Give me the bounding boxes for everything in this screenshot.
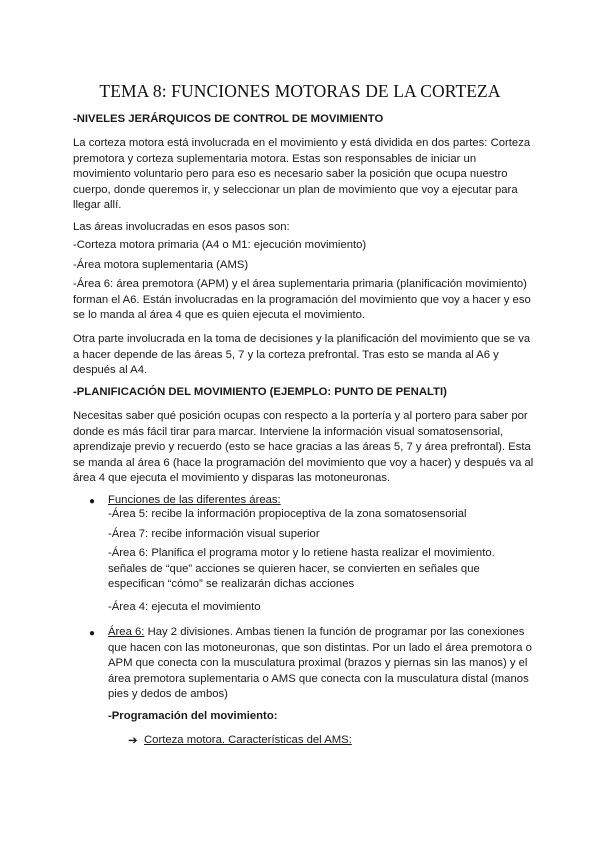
text-line: a hacer depende de las áreas 5, 7 y la corteza prefrontal. Tras esto se manda al A6 y — [73, 348, 499, 361]
text-line: especifican “cómo” se realizarán dichas acciones — [108, 578, 355, 591]
subheading-programacion: -Programación del movimiento: — [108, 710, 278, 722]
text-line: área 4 que ejecuta el movimiento y disparas las motoneuronas. — [73, 472, 391, 485]
text-line: se manda al área 6 (hace la programación del movimiento que voy a hacer) y después va al — [73, 456, 534, 469]
text-line: -Área 6: área premotora (APM) y el área suplementaria primaria (planificación movimiento) — [73, 278, 527, 290]
bullet-dot-icon: ● — [89, 628, 96, 639]
paragraph-penalti — [73, 409, 534, 487]
area-item-a4: -Corteza motora primaria (A4 o M1: ejecución movimiento) — [73, 239, 367, 251]
text-line: área premotora suplementaria o AMS que conecta con la musculatura distal (manos — [108, 672, 529, 685]
text-line: -Área 6: Planifica el programa motor y lo retiene hasta realizar el movimiento. — [108, 547, 495, 559]
text-line: movimiento voluntario pero para eso es necesario saber la posición que ocupa nuestro — [73, 168, 508, 181]
paragraph-toma-decisiones — [73, 332, 529, 379]
funcion-area-7: -Área 7: recibe información visual superior — [108, 528, 320, 540]
text-line: llegar allí. — [73, 199, 122, 212]
areas-intro: Las áreas involucradas en esos pasos son: — [73, 221, 290, 233]
funcion-area-4: -Área 4: ejecuta el movimiento — [108, 601, 261, 613]
text-line: APM que conecta con la musculatura proximal (brazos y piernas sin las manos) y el — [108, 657, 528, 670]
text-line: donde es más fácil tirar para marcar. Interviene la información visual somatosensorial, — [73, 425, 504, 438]
page-title: TEMA 8: FUNCIONES MOTORAS DE LA CORTEZA — [99, 81, 501, 101]
arrow-right-icon: ➔ — [128, 735, 138, 747]
funcion-area-6 — [108, 546, 528, 593]
text-line: La corteza motora está involucrada en el movimiento y está dividida en dos partes: Corteza — [73, 137, 531, 149]
bullet-area-6: Área 6: Hay 2 divisiones. Ambas tienen la función de programar por las conexiones que hacen con las motoneuronas, que son distintas. Por un lado el área premotora o APM que conecta con la musculatura proximal (brazos y piernas sin las manos) y el área premotora suplementaria o AMS que conecta con la musculatura distal (manos pies y dedos de ambos) — [108, 625, 528, 703]
text-line: premotora y corteza suplementaria motora. Estas son responsables de iniciar un — [73, 152, 477, 165]
text-line: Necesitas saber qué posición ocupas con respecto a la portería y al portero para saber por — [73, 410, 528, 422]
text-line: que hacen con las motoneuronas, que son distintas. Por un lado el área premotora o — [108, 641, 532, 654]
text-line: después al A4. — [73, 364, 148, 377]
funcion-area-5: -Área 5: recibe la información propioceptiva de la zona somatosensorial — [108, 508, 467, 520]
paragraph-corteza-motora — [73, 136, 529, 214]
bullet-dot-icon: ● — [89, 496, 96, 507]
area-item-a6 — [73, 277, 529, 324]
text-line: cuerpo, donde queremos ir, y seleccionar un plan de movimiento que voy a ejecutar para — [73, 183, 518, 196]
text-line: se lo manda al área 4 que es quien ejecuta el movimiento. — [73, 309, 366, 322]
bullet-area-6-title: Área 6: — [108, 626, 145, 638]
text-line: pies y dedos de ambos) — [108, 688, 228, 701]
text-line: Otra parte involucrada en la toma de decisiones y la planificación del movimiento que se va — [73, 333, 531, 345]
section-heading-planificacion: -PLANIFICACIÓN DEL MOVIMIENTO (EJEMPLO: PUNTO DE PENALTI) — [73, 386, 447, 398]
text-line: forman el A6. Están involucradas en la programación del movimiento que voy a hacer y eso — [73, 293, 531, 306]
area-item-ams: -Área motora suplementaria (AMS) — [73, 259, 249, 271]
text-line: aprendizaje previo y recuerdo (esto se hace gracias a las áreas 5, 7 y área prefrontal). Esta — [73, 441, 531, 454]
section-heading-niveles: -NIVELES JERÁRQUICOS DE CONTROL DE MOVIMIENTO — [73, 113, 384, 125]
bullet-funciones-title: Funciones de las diferentes áreas: — [108, 494, 281, 506]
text-line: señales de “que” acciones se quieren hacer, se convierten en señales que — [108, 562, 480, 575]
arrow-item-corteza-ams: Corteza motora. Características del AMS: — [144, 734, 352, 746]
